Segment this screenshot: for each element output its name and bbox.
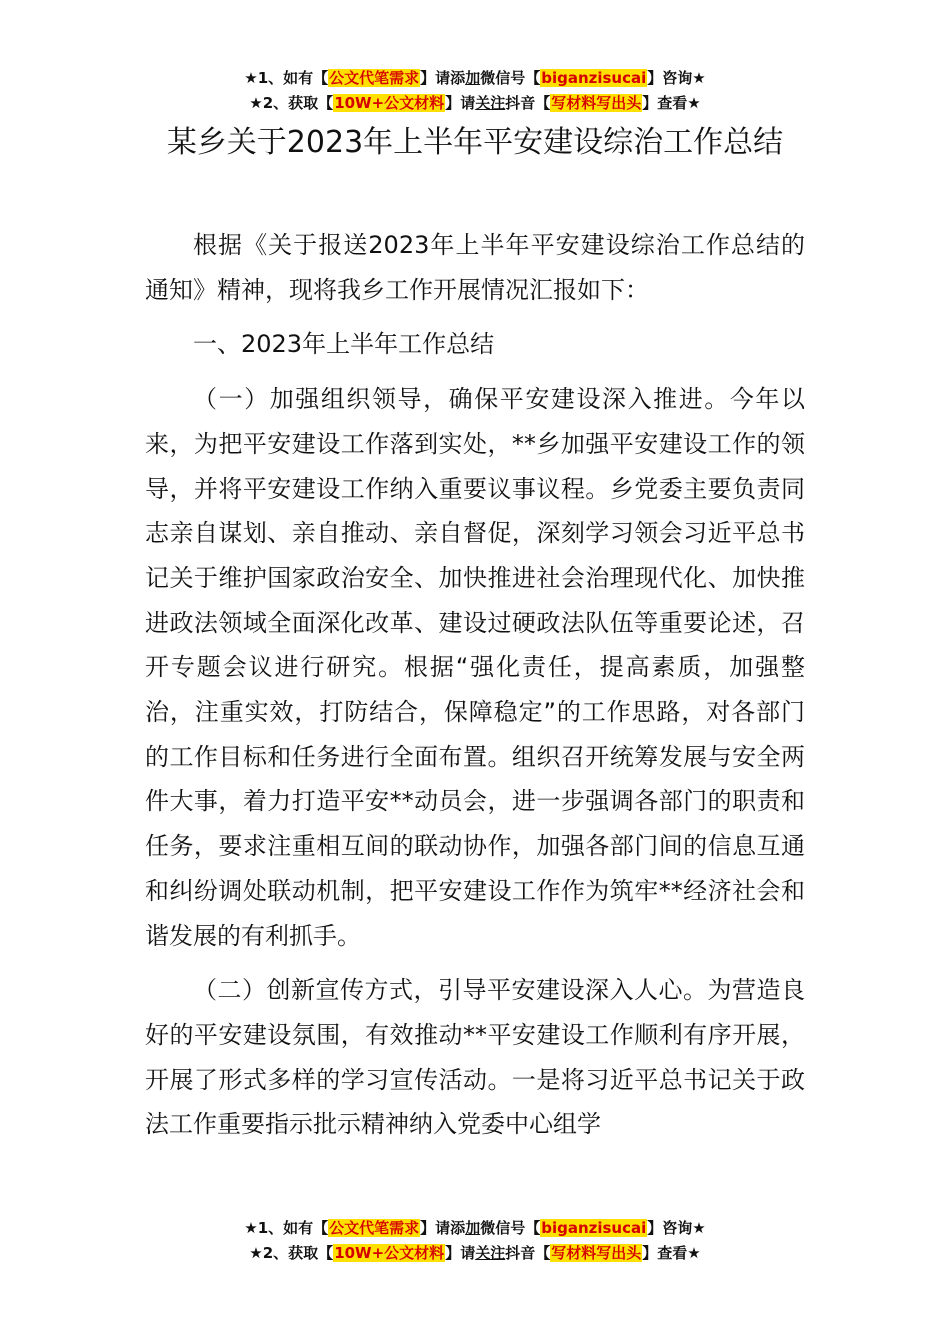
banner-underline: 关注	[475, 1244, 506, 1262]
paragraph-section-1: （一）加强组织领导，确保平安建设深入推进。今年以来，为把平安建设工作落到实处，**乡加强平安建设工作的领导，并将平安建设工作纳入重要议事议程。乡党委主要负责同志亲自谋划、亲自推动、亲自督促，深刻学习领会习近平总书记关于维护国家政治安全、加快推进社会治理现代化、加快推进政法领域全面深化改革、建设过硬政法队伍等重要论述，召开专题会议进行研究。根据“强化责任，提高素质，加强整治，注重实效，打防结合，保障稳定”的工作思路，对各部门的工作目标和任务进行全面布置。组织召开统筹发展与安全两件大事，着力打造平安**动员会，进一步强调各部门的职责和任务，要求注重相互间的联动协作，加强各部门间的信息互通和纠纷调处联动机制，把平安建设工作作为筑牢**经济社会和谐发展的有利抓手。	[145, 385, 805, 950]
banner-text: ★1、如有【	[244, 1219, 329, 1237]
footer-banner	[0, 1216, 950, 1266]
banner-text: ★2、获取【	[249, 94, 334, 112]
banner-line-2	[0, 91, 950, 116]
banner-line-2	[0, 1241, 950, 1266]
banner-text: 抖音【	[505, 1244, 551, 1262]
banner-text: ★2、获取【	[249, 1244, 334, 1262]
paragraph-section-2: （二）创新宣传方式，引导平安建设深入人心。为营造良好的平安建设氛围，有效推动**平安建设工作顺利有序开展，开展了形式多样的学习宣传活动。一是将习近平总书记关于政法工作重要指示批示精神纳入党委中心组学	[145, 976, 805, 1139]
banner-text: 】咨询★	[647, 69, 706, 87]
banner-text: 】请添	[420, 1219, 466, 1237]
banner-text: 微信号【	[480, 1219, 541, 1237]
banner-highlight: 10W+公文材料	[334, 1244, 445, 1262]
banner-underline: 加	[465, 1219, 481, 1237]
banner-text: ★1、如有【	[244, 69, 329, 87]
paragraph-intro: 根据《关于报送2023年上半年平安建设综治工作总结的通知》精神，现将我乡工作开展情况汇报如下：	[145, 231, 805, 304]
banner-highlight: 10W+公文材料	[334, 94, 445, 112]
document-title: 某乡关于2023年上半年平安建设综治工作总结	[166, 125, 784, 160]
banner-highlight: 写材料写出头	[551, 1244, 642, 1262]
banner-underline: 关注	[475, 94, 506, 112]
section-heading: 一、2023年上半年工作总结	[193, 330, 495, 359]
document-body	[145, 223, 805, 1147]
banner-text: 抖音【	[505, 94, 551, 112]
banner-highlight: 公文代笔需求	[329, 1219, 420, 1237]
banner-text: 】请	[445, 94, 476, 112]
banner-highlight: 公文代笔需求	[329, 69, 420, 87]
banner-line-1	[0, 66, 950, 91]
banner-highlight: biganzisucai	[541, 1219, 647, 1237]
header-banner	[0, 66, 950, 116]
banner-underline: 加	[465, 69, 481, 87]
banner-highlight: biganzisucai	[541, 69, 647, 87]
banner-text: 】查看★	[642, 1244, 701, 1262]
banner-text: 】请添	[420, 69, 466, 87]
banner-text: 】请	[445, 1244, 476, 1262]
banner-highlight: 写材料写出头	[551, 94, 642, 112]
banner-text: 】查看★	[642, 94, 701, 112]
banner-text: 】咨询★	[647, 1219, 706, 1237]
banner-line-1	[0, 1216, 950, 1241]
banner-text: 微信号【	[480, 69, 541, 87]
